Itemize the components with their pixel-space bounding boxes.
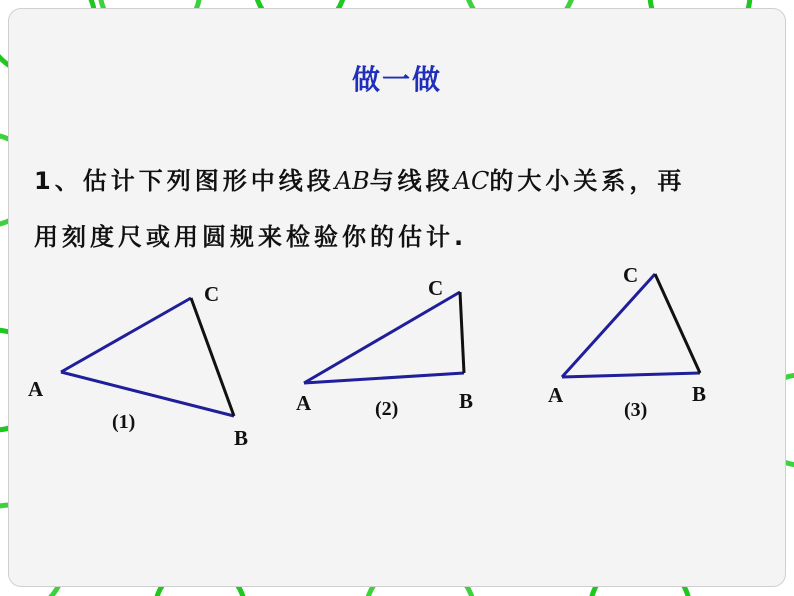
figure-label: (2) [375,398,399,420]
figure-label: (1) [112,411,136,433]
vertex-label-c: C [623,263,639,287]
vertex-label-c: C [428,276,444,300]
problem-text-part2: 与线段 [369,167,454,195]
vertex-label-c: C [204,282,220,306]
segment-ac [562,274,655,377]
vertex-label-a: A [28,377,44,401]
vertex-label-b: B [234,426,249,450]
segment-bc [655,274,700,373]
segment-ac [304,292,460,383]
vertex-label-a: A [548,383,564,407]
segment-ab [562,373,700,377]
problem-text-part1: 估计下列图形中线段 [82,167,335,195]
segment-bc [191,298,234,416]
segment-ac-label: AC [453,167,490,195]
triangle-figure-2 [296,276,473,420]
segment-ab [61,372,234,416]
segment-ab [304,373,464,383]
problem-line-2: 用刻度尺或用圆规来检验你的估计. [34,223,468,251]
figure-label: (3) [624,399,648,421]
segment-ac [61,298,191,372]
problem-number: 1、 [34,167,83,195]
segment-bc [460,292,464,373]
vertex-label-a: A [296,391,312,415]
vertex-label-b: B [459,389,474,413]
triangle-figure-3 [548,263,706,421]
segment-ab-label: AB [334,167,370,195]
triangle-figure-1 [28,282,248,450]
vertex-label-b: B [692,382,707,406]
slide-title: 做一做 [351,63,442,96]
problem-text-part3: 的大小关系，再 [489,167,686,195]
